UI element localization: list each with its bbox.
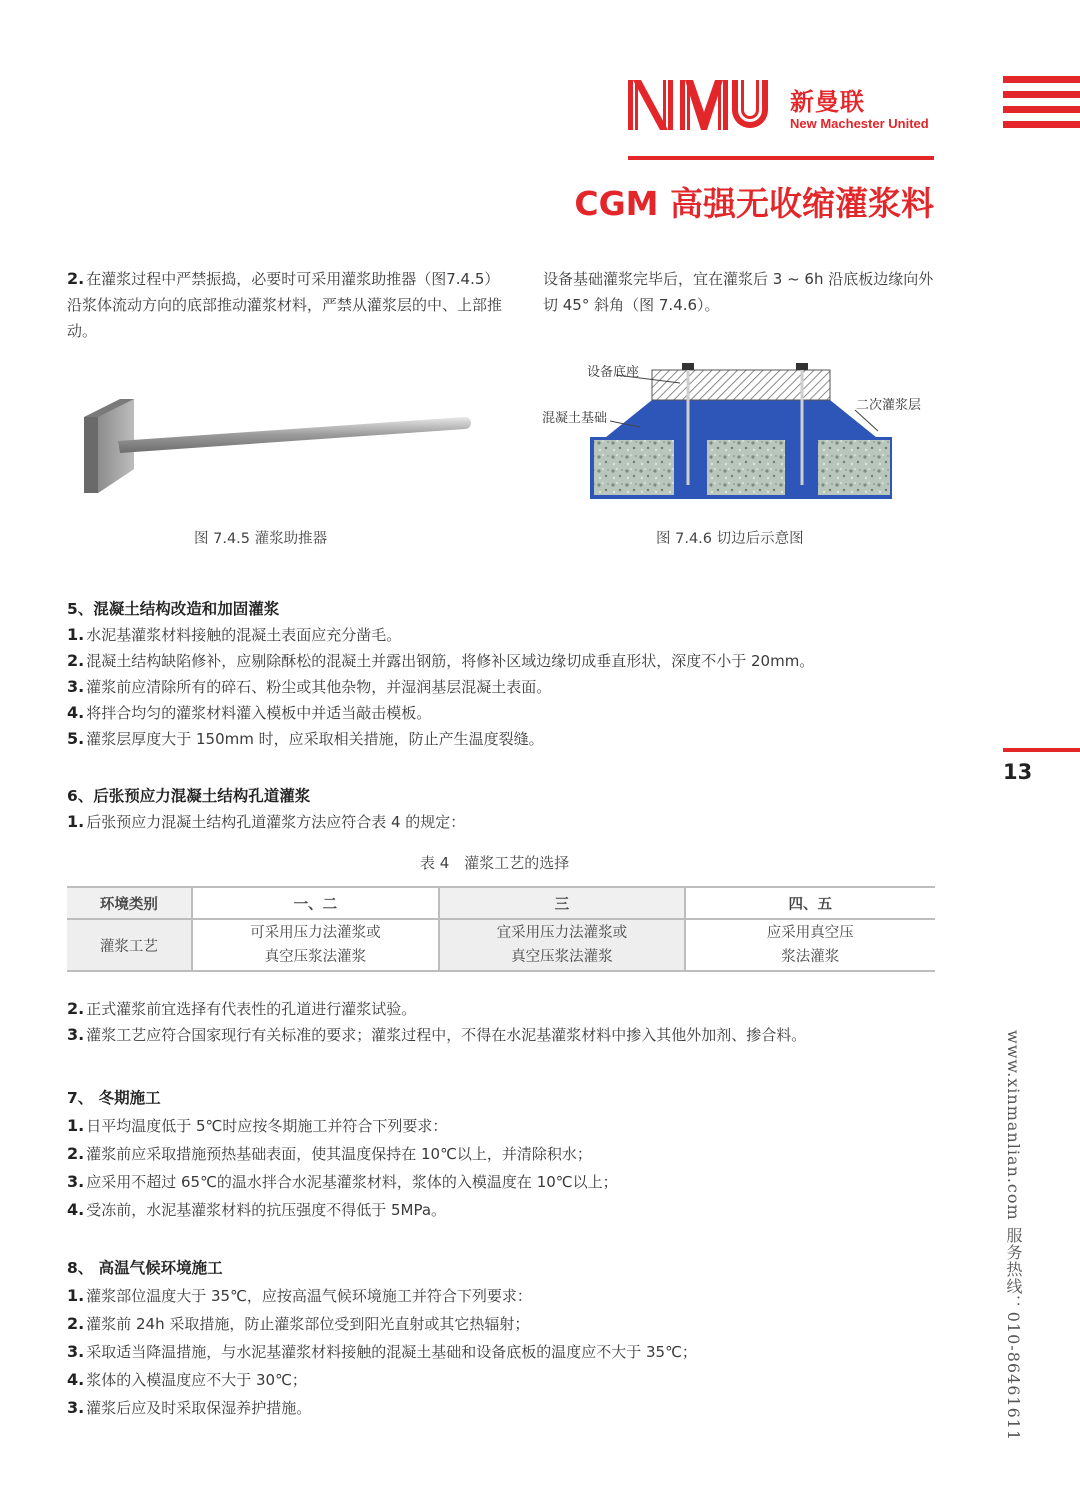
list-item: 3. 应采用不超过 65℃的温水拌合水泥基灌浆材料，浆体的入模温度在 10℃以上； — [67, 1172, 618, 1191]
nmu-logo-mark — [628, 78, 780, 132]
section-5-heading: 5、混凝土结构改造和加固灌浆 — [67, 600, 280, 618]
figure-caption-left: 图 7.4.5 灌浆助推器 — [194, 531, 328, 547]
section-6-after-table — [67, 996, 967, 1048]
list-item: 3. 采取适当降温措施，与水泥基灌浆材料接触的混凝土基础和设备底板的温度应不大于 35℃； — [67, 1342, 697, 1361]
list-item: 1. 日平均温度低于 5℃时应按冬期施工并符合下列要求： — [67, 1116, 448, 1135]
table-cell: 应采用真空压 浆法灌浆 — [685, 919, 935, 971]
table-header-cell: 一、二 — [192, 887, 439, 919]
figure-caption-right: 图 7.4.6 切边后示意图 — [656, 531, 804, 547]
section-6-heading: 6、后张预应力混凝土结构孔道灌浆 — [67, 787, 311, 805]
list-item: 1. 水泥基灌浆材料接触的混凝土表面应充分凿毛。 — [67, 625, 402, 644]
list-item: 1. 灌浆部位温度大于 35℃，应按高温气候环境施工并符合下列要求： — [67, 1286, 532, 1305]
corner-stripes — [1003, 76, 1080, 128]
list-item: 4. 浆体的入模温度应不大于 30℃； — [67, 1370, 307, 1389]
process-table — [67, 886, 935, 972]
logo-cn-name: 新曼联 — [790, 89, 865, 116]
header-rule — [628, 156, 934, 160]
table-row — [67, 919, 935, 971]
section-8 — [67, 1256, 967, 1422]
list-item: 2. 混凝土结构缺陷修补，应剔除酥松的混凝土并露出钢筋，将修补区域边缘切成垂直形状，深度不小于 20mm。 — [67, 651, 815, 670]
table-header-cell: 三 — [439, 887, 684, 919]
page-number: 13 — [1003, 760, 1033, 784]
list-item: 1. 后张预应力混凝土结构孔道灌浆方法应符合表 4 的规定： — [67, 812, 466, 831]
table-header-cell: 环境类别 — [67, 887, 192, 919]
list-item: 3. 灌浆前应清除所有的碎石、粉尘或其他杂物，并湿润基层混凝土表面。 — [67, 677, 552, 696]
section-8-heading: 8、 高温气候环境施工 — [67, 1259, 223, 1277]
table-cell: 宜采用压力法灌浆或 真空压浆法灌浆 — [439, 919, 684, 971]
intro-left-paragraph: 2. 在灌浆过程中严禁振捣，必要时可采用灌浆助推器（图7.4.5）沿浆体流动方向的底部推动灌浆材料，严禁从灌浆层的中、上部推动。 — [67, 269, 503, 340]
list-item: 3. 灌浆工艺应符合国家现行有关标准的要求；灌浆过程中，不得在水泥基灌浆材料中掺入其他外加剂、掺合料。 — [67, 1025, 807, 1044]
section-6 — [67, 784, 967, 835]
list-item: 4. 将拌合均匀的灌浆材料灌入模板中并适当敲击模板。 — [67, 703, 432, 722]
logo-en-name: New Machester United — [790, 116, 929, 131]
list-item: 2. 灌浆前 24h 采取措施，防止灌浆部位受到阳光直射或其它热辐射； — [67, 1314, 530, 1333]
brand-logo — [628, 78, 938, 132]
list-item: 2. 正式灌浆前宜选择有代表性的孔道进行灌浆试验。 — [67, 999, 417, 1018]
grout-pusher-illustration — [80, 395, 475, 500]
intro-right-paragraph: 设备基础灌浆完毕后，宜在灌浆后 3 ~ 6h 沿底板边缘向外切 45° 斜角（图 7.4.6）。 — [543, 270, 934, 314]
page-number-rule — [1003, 748, 1080, 752]
label-concrete-foundation: 混凝土基础 — [542, 411, 608, 426]
section-7-heading: 7、 冬期施工 — [67, 1089, 161, 1107]
figure-grout-pusher — [80, 395, 475, 500]
list-item: 3. 灌浆后应及时采取保湿养护措施。 — [67, 1398, 312, 1417]
website-hotline-vertical: www.xinmanlian.com 服务热线：010-86461611 — [1004, 1030, 1023, 1442]
list-item: 4. 受冻前，水泥基灌浆材料的抗压强度不得低于 5MPa。 — [67, 1200, 447, 1219]
page-title: CGM 高强无收缩灌浆料 — [574, 184, 934, 223]
table-header-cell: 四、五 — [685, 887, 935, 919]
table-header-row — [67, 887, 935, 919]
section-7 — [67, 1086, 967, 1224]
table-cell: 可采用压力法灌浆或 真空压浆法灌浆 — [192, 919, 439, 971]
label-secondary-grout-layer: 二次灌浆层 — [856, 398, 922, 413]
figure-cut-diagram — [540, 355, 940, 505]
list-item: 5. 灌浆层厚度大于 150mm 时，应采取相关措施，防止产生温度裂缝。 — [67, 729, 544, 748]
list-item: 2. 灌浆前应采取措施预热基础表面，使其温度保持在 10℃以上，并清除积水； — [67, 1144, 592, 1163]
table-row-label: 灌浆工艺 — [67, 919, 192, 971]
table-caption: 表 4 灌浆工艺的选择 — [420, 854, 570, 872]
label-equipment-base: 设备底座 — [587, 365, 640, 380]
section-5 — [67, 597, 967, 752]
